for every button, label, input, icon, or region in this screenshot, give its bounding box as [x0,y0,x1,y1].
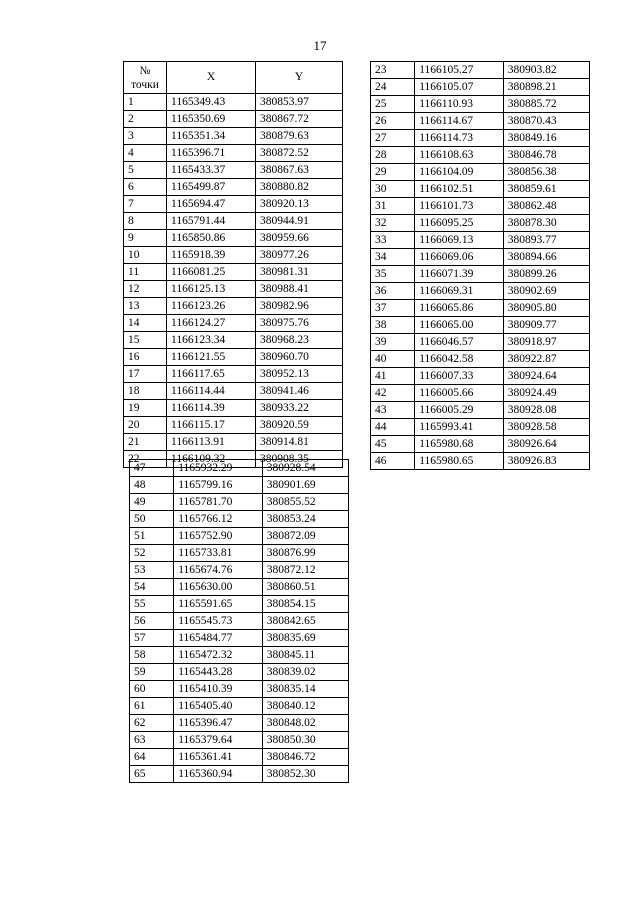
y-coordinate-cell: 380909.77 [503,317,589,334]
x-coordinate-cell: 1165918.39 [167,247,256,264]
point-number-cell: 8 [124,213,167,230]
table-row [124,213,343,230]
point-number-cell: 38 [371,317,415,334]
table-row [124,400,343,417]
y-coordinate-cell: 380855.52 [262,494,348,511]
y-coordinate-cell: 380941.46 [256,383,343,400]
point-number-cell: 64 [130,749,174,766]
table-row [130,460,349,477]
y-coordinate-cell: 380853.97 [256,94,343,111]
point-number-cell: 41 [371,368,415,385]
y-coordinate-cell: 380903.82 [503,62,589,79]
point-number-cell: 44 [371,419,415,436]
x-coordinate-cell: 1165674.76 [174,562,262,579]
y-coordinate-cell: 380926.83 [503,453,589,470]
y-coordinate-cell: 380924.49 [503,385,589,402]
table-row [124,349,343,366]
x-coordinate-cell: 1165980.65 [415,453,503,470]
y-coordinate-cell: 380876.99 [262,545,348,562]
table-row [130,613,349,630]
table-row [130,477,349,494]
point-number-cell: 46 [371,453,415,470]
y-coordinate-cell: 380944.91 [256,213,343,230]
x-coordinate-cell: 1166121.55 [167,349,256,366]
y-coordinate-cell: 380880.82 [256,179,343,196]
y-coordinate-cell: 380928.58 [503,419,589,436]
table-row [124,332,343,349]
coordinates-table-3 [129,459,349,783]
point-number-cell: 1 [124,94,167,111]
x-coordinate-cell: 1166114.44 [167,383,256,400]
point-number-cell: 57 [130,630,174,647]
y-coordinate-cell: 380872.12 [262,562,348,579]
x-coordinate-cell: 1166123.34 [167,332,256,349]
y-coordinate-cell: 380894.66 [503,249,589,266]
x-coordinate-cell: 1166005.66 [415,385,503,402]
point-number-cell: 60 [130,681,174,698]
x-coordinate-cell: 1166114.67 [415,113,503,130]
x-coordinate-cell: 1165443.28 [174,664,262,681]
x-coordinate-cell: 1166114.73 [415,130,503,147]
x-coordinate-cell: 1166113.91 [167,434,256,451]
x-coordinate-cell: 1165932.29 [174,460,262,477]
x-coordinate-cell: 1165396.71 [167,145,256,162]
point-number-cell: 21 [124,434,167,451]
x-coordinate-cell: 1166101.73 [415,198,503,215]
point-number-cell: 61 [130,698,174,715]
x-coordinate-cell: 1165360.94 [174,766,262,783]
point-number-cell: 43 [371,402,415,419]
table-row [130,664,349,681]
x-coordinate-cell: 1166123.26 [167,298,256,315]
y-coordinate-cell: 380982.96 [256,298,343,315]
point-number-cell: 9 [124,230,167,247]
table-row [371,402,590,419]
point-number-cell: 65 [130,766,174,783]
x-coordinate-cell: 1165799.16 [174,477,262,494]
table-row [124,417,343,434]
y-coordinate-cell: 380885.72 [503,96,589,113]
y-coordinate-cell: 380854.15 [262,596,348,613]
x-coordinate-cell: 1166108.63 [415,147,503,164]
point-number-cell: 34 [371,249,415,266]
page-number: 17 [313,38,327,53]
x-coordinate-cell: 1165591.65 [174,596,262,613]
point-number-cell: 55 [130,596,174,613]
y-coordinate-cell: 380924.64 [503,368,589,385]
x-coordinate-cell: 1166114.39 [167,400,256,417]
table-row [130,511,349,528]
y-coordinate-cell: 380859.61 [503,181,589,198]
table-row [124,264,343,281]
x-coordinate-cell: 1166104.09 [415,164,503,181]
point-number-cell: 33 [371,232,415,249]
point-number-cell: 54 [130,579,174,596]
point-number-cell: 27 [371,130,415,147]
x-coordinate-cell: 1166007.33 [415,368,503,385]
table-row [130,698,349,715]
point-number-cell: 25 [371,96,415,113]
y-coordinate-cell: 380842.65 [262,613,348,630]
point-number-cell: 7 [124,196,167,213]
x-coordinate-cell: 1165850.86 [167,230,256,247]
x-coordinate-cell: 1166125.13 [167,281,256,298]
table-row [130,562,349,579]
coordinates-table-2 [370,61,590,470]
coordinates-table-1 [123,61,343,468]
table-row [130,749,349,766]
table-row [124,247,343,264]
table-row [371,453,590,470]
x-coordinate-cell: 1165545.73 [174,613,262,630]
table-row [371,419,590,436]
number-sign: № [139,64,151,77]
point-number-cell: 10 [124,247,167,264]
x-coordinate-cell: 1165630.00 [174,579,262,596]
point-number-cell: 58 [130,647,174,664]
point-number-cell: 37 [371,300,415,317]
x-coordinate-cell: 1166117.65 [167,366,256,383]
table-row [124,179,343,196]
table-row [130,528,349,545]
table-header-row [124,62,343,94]
x-coordinate-cell: 1165791.44 [167,213,256,230]
y-coordinate-cell: 380872.52 [256,145,343,162]
y-coordinate-cell: 380850.30 [262,732,348,749]
point-number-cell: 26 [371,113,415,130]
x-coordinate-cell: 1166069.06 [415,249,503,266]
table-row [130,732,349,749]
y-coordinate-cell: 380918.97 [503,334,589,351]
x-coordinate-cell: 1165781.70 [174,494,262,511]
x-coordinate-cell: 1165733.81 [174,545,262,562]
point-number-cell: 11 [124,264,167,281]
x-coordinate-cell: 1166081.25 [167,264,256,281]
table-row [124,434,343,451]
y-coordinate-cell: 380879.63 [256,128,343,145]
point-number-cell: 48 [130,477,174,494]
y-coordinate-cell: 380975.76 [256,315,343,332]
table-row [371,334,590,351]
point-number-cell: 52 [130,545,174,562]
y-coordinate-cell: 380914.81 [256,434,343,451]
y-coordinate-cell: 380902.69 [503,283,589,300]
x-coordinate-cell: 1166069.13 [415,232,503,249]
table-row [371,368,590,385]
table-body [371,62,590,470]
point-number-cell: 23 [371,62,415,79]
point-number-cell: 17 [124,366,167,383]
y-coordinate-cell: 380870.43 [503,113,589,130]
x-coordinate-cell: 1165499.87 [167,179,256,196]
x-coordinate-cell: 1165694.47 [167,196,256,213]
point-number-cell: 19 [124,400,167,417]
y-coordinate-cell: 380893.77 [503,232,589,249]
x-coordinate-cell: 1166105.07 [415,79,503,96]
table-row [124,281,343,298]
y-coordinate-cell: 380867.63 [256,162,343,179]
table-body [124,94,343,468]
point-number-cell: 56 [130,613,174,630]
table-row [371,96,590,113]
point-number-cell: 16 [124,349,167,366]
point-number-cell: 47 [130,460,174,477]
x-coordinate-cell: 1165980.68 [415,436,503,453]
x-header: X [167,62,256,94]
table-row [130,545,349,562]
x-coordinate-cell: 1165361.41 [174,749,262,766]
point-number-cell: 32 [371,215,415,232]
x-coordinate-cell: 1165396.47 [174,715,262,732]
x-coordinate-cell: 1166065.86 [415,300,503,317]
y-coordinate-cell: 380840.12 [262,698,348,715]
y-header: Y [256,62,343,94]
point-number-cell: 49 [130,494,174,511]
point-number-cell: 53 [130,562,174,579]
y-coordinate-cell: 380846.72 [262,749,348,766]
table-row [371,181,590,198]
x-coordinate-cell: 1166065.00 [415,317,503,334]
y-coordinate-cell: 380860.51 [262,579,348,596]
table-row [130,579,349,596]
table-row [124,315,343,332]
x-coordinate-cell: 1166005.29 [415,402,503,419]
table-row [130,596,349,613]
point-number-cell: 35 [371,266,415,283]
table-row [124,196,343,213]
table-row [371,249,590,266]
table-row [130,715,349,732]
y-coordinate-cell: 380968.23 [256,332,343,349]
x-coordinate-cell: 1165484.77 [174,630,262,647]
table-row [371,215,590,232]
x-coordinate-cell: 1165379.64 [174,732,262,749]
table-row [124,111,343,128]
table-row [124,383,343,400]
table-row [371,62,590,79]
x-coordinate-cell: 1166069.31 [415,283,503,300]
table-row [124,128,343,145]
table-row [124,94,343,111]
table-row [124,366,343,383]
y-coordinate-cell: 380867.72 [256,111,343,128]
point-number-cell: 14 [124,315,167,332]
y-coordinate-cell: 380839.02 [262,664,348,681]
y-coordinate-cell: 380908.35 [256,451,343,468]
x-coordinate-cell: 1165350.69 [167,111,256,128]
y-coordinate-cell: 380981.31 [256,264,343,281]
x-coordinate-cell: 1166102.51 [415,181,503,198]
table-row [130,494,349,511]
y-coordinate-cell: 380872.09 [262,528,348,545]
y-coordinate-cell: 380988.41 [256,281,343,298]
x-coordinate-cell: 1165752.90 [174,528,262,545]
point-number-cell: 36 [371,283,415,300]
y-coordinate-cell: 380933.22 [256,400,343,417]
table-row [130,630,349,647]
y-coordinate-cell: 380959.66 [256,230,343,247]
y-coordinate-cell: 380856.38 [503,164,589,181]
point-number-cell: 59 [130,664,174,681]
x-coordinate-cell: 1166115.17 [167,417,256,434]
x-coordinate-cell: 1166046.57 [415,334,503,351]
x-coordinate-cell: 1165472.32 [174,647,262,664]
y-coordinate-cell: 380849.16 [503,130,589,147]
x-coordinate-cell: 1166071.39 [415,266,503,283]
y-coordinate-cell: 380898.21 [503,79,589,96]
table-row [130,681,349,698]
x-coordinate-cell: 1165349.43 [167,94,256,111]
table-row [371,147,590,164]
point-number-cell: 39 [371,334,415,351]
point-number-cell: 12 [124,281,167,298]
y-coordinate-cell: 380845.11 [262,647,348,664]
point-number-cell: 40 [371,351,415,368]
y-coordinate-cell: 380835.69 [262,630,348,647]
point-label: точки [131,78,159,91]
point-number-cell: 51 [130,528,174,545]
point-number-cell: 62 [130,715,174,732]
point-number-cell: 20 [124,417,167,434]
y-coordinate-cell: 380878.30 [503,215,589,232]
table-row [371,113,590,130]
point-number-cell: 29 [371,164,415,181]
table-row [371,436,590,453]
y-coordinate-cell: 380926.64 [503,436,589,453]
table-row [130,766,349,783]
y-coordinate-cell: 380920.59 [256,417,343,434]
x-coordinate-cell: 1165351.34 [167,128,256,145]
table-row [371,266,590,283]
x-coordinate-cell: 1166124.27 [167,315,256,332]
table-row [124,230,343,247]
y-coordinate-cell: 380835.14 [262,681,348,698]
x-coordinate-cell: 1165993.41 [415,419,503,436]
x-coordinate-cell: 1166042.58 [415,351,503,368]
point-number-cell: 15 [124,332,167,349]
y-coordinate-cell: 380977.26 [256,247,343,264]
x-coordinate-cell: 1166110.93 [415,96,503,113]
point-number-cell: 18 [124,383,167,400]
y-coordinate-cell: 380853.24 [262,511,348,528]
y-coordinate-cell: 380899.26 [503,266,589,283]
x-coordinate-cell: 1165766.12 [174,511,262,528]
table-row [371,79,590,96]
table-row [124,145,343,162]
point-number-cell: 28 [371,147,415,164]
table-row [371,198,590,215]
table-row [371,130,590,147]
y-coordinate-cell: 380862.48 [503,198,589,215]
y-coordinate-cell: 380905.80 [503,300,589,317]
table-row [371,164,590,181]
x-coordinate-cell: 1165405.40 [174,698,262,715]
point-number-cell: 50 [130,511,174,528]
point-number-cell: 30 [371,181,415,198]
y-coordinate-cell: 380928.08 [503,402,589,419]
y-coordinate-cell: 380922.87 [503,351,589,368]
table-row [371,317,590,334]
point-number-cell: 45 [371,436,415,453]
point-number-cell: 2 [124,111,167,128]
table-row [371,385,590,402]
table-row [371,232,590,249]
point-number-cell: 22 [124,451,167,468]
point-number-cell: 63 [130,732,174,749]
y-coordinate-cell: 380928.54 [262,460,348,477]
y-coordinate-cell: 380846.78 [503,147,589,164]
table-row [371,283,590,300]
x-coordinate-cell: 1165433.37 [167,162,256,179]
y-coordinate-cell: 380952.13 [256,366,343,383]
y-coordinate-cell: 380960.70 [256,349,343,366]
point-number-cell: 24 [371,79,415,96]
table-row [371,300,590,317]
x-coordinate-cell: 1166109.32 [167,451,256,468]
point-number-cell: 5 [124,162,167,179]
point-number-cell: 31 [371,198,415,215]
table-body [130,460,349,783]
x-coordinate-cell: 1166105.27 [415,62,503,79]
y-coordinate-cell: 380848.02 [262,715,348,732]
table-row [124,162,343,179]
table-row [124,298,343,315]
point-number-cell: 4 [124,145,167,162]
table-row [130,647,349,664]
point-number-header [124,62,167,94]
point-number-cell: 13 [124,298,167,315]
x-coordinate-cell: 1166095.25 [415,215,503,232]
y-coordinate-cell: 380901.69 [262,477,348,494]
point-number-cell: 3 [124,128,167,145]
point-number-cell: 6 [124,179,167,196]
y-coordinate-cell: 380852.30 [262,766,348,783]
table-row [371,351,590,368]
point-number-cell: 42 [371,385,415,402]
y-coordinate-cell: 380920.13 [256,196,343,213]
x-coordinate-cell: 1165410.39 [174,681,262,698]
